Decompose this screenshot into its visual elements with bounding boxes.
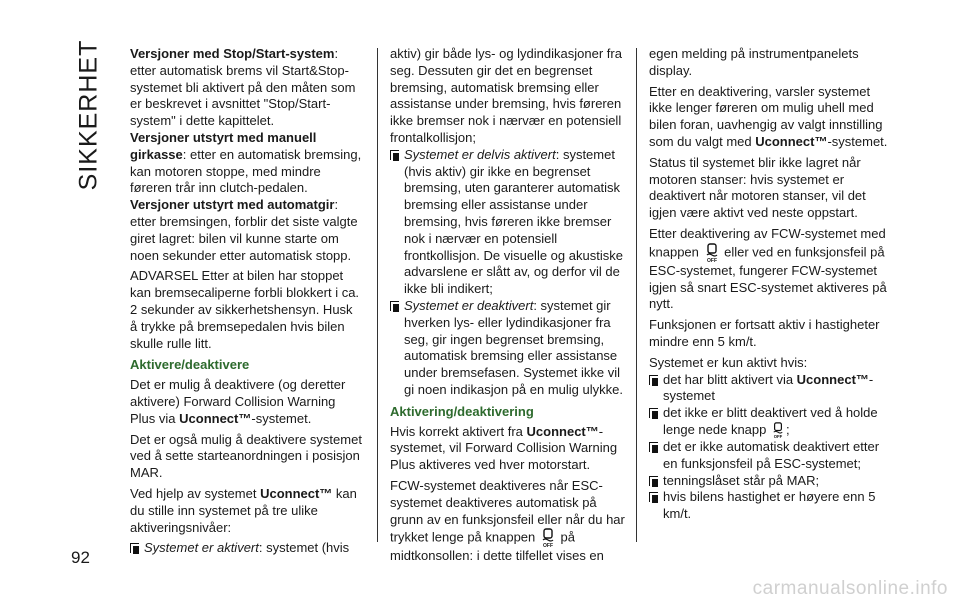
italic-label: Systemet er delvis aktivert (404, 146, 556, 162)
paragraph (649, 226, 889, 313)
column-divider (377, 48, 378, 542)
text: : etter bremsingen, forblir det siste valgte giret lagret: bilen vil kunne starte om noen sekunder etter automatisk stopp. (130, 197, 358, 263)
paragraph (130, 130, 362, 197)
text: : systemet (hvis (258, 540, 350, 556)
bold-label: Versjoner utstyrt med automatgir (130, 197, 335, 213)
list-item (649, 372, 889, 406)
text: ; (785, 421, 790, 437)
bullet-marker-icon (649, 442, 660, 453)
list-item (130, 540, 362, 557)
text: på midtkonsollen: i dette tilfellet vises en (390, 529, 604, 564)
section-title-text: SIKKERHET (74, 39, 103, 191)
text: FCW-systemet deaktiveres når ESC-systemet deaktiveres automatisk på grunn av en funksjonsfeil eller når du har trykket lenge på knappen (390, 477, 625, 545)
paragraph (130, 486, 362, 536)
section-heading: Aktivering/deaktivering (390, 403, 534, 419)
paragraph: aktiv) gir både lys- og lydindikasjoner fra seg. Dessuten gir det en begrenset bremsing, automatisk bremsing eller assistanse under bremsing, hvis føreren ikke bremser nok i nærvær en potensiell frontalkollisjon; (390, 46, 622, 145)
column-3 (649, 46, 889, 523)
text: : etter automatisk brems vil Start&Stop-systemet bli aktivert på den måten som er beskrevet i avsnittet "Stop/Start-system" i dette kapittelet. (130, 46, 356, 129)
paragraph: Funksjonen er fortsatt aktiv i hastigheter mindre enn 5 km/t. (649, 317, 880, 349)
list-item (649, 439, 889, 473)
text: -systemet, vil Forward Collision Warning Plus aktiveres ved hver motorstart. (390, 423, 618, 473)
bullet-marker-icon (130, 543, 141, 554)
watermark: carmanualsonline.info (752, 578, 948, 599)
text: Hvis korrekt aktivert fra (390, 423, 527, 439)
text: Etter deaktivering av FCW-systemet med knappen (649, 225, 886, 260)
paragraph: Status til systemet blir ikke lagret når motoren stanser: hvis systemet er deaktivert når motoren stanser, vil det igjen være aktivt ved neste oppstart. (649, 154, 866, 221)
paragraph (390, 478, 628, 565)
paragraph (390, 424, 628, 474)
list-item (390, 298, 628, 399)
list-item (649, 405, 889, 439)
text: : systemet (hvis aktiv) gir ikke en begrenset bremsing, uten garanterer automatisk bremsing eller assistanse under bremsing, hvis føreren ikke bremser nok i nærvær en potensiell frontkollisjon. De visuelle og akustiske advarslene er slått av, og derfor vil de ikke bli indikert; (404, 146, 623, 297)
column-divider (636, 48, 637, 542)
text: -systemet. (827, 133, 888, 149)
paragraph (649, 84, 889, 151)
text: det er ikke automatisk deaktivert etter en funksjonsfeil på ESC-systemet; (663, 439, 880, 471)
esc-off-icon (705, 243, 719, 263)
text: -systemet (663, 371, 874, 404)
brand-name: Uconnect™ (260, 485, 333, 501)
text: det ikke er blitt deaktivert ved å holde lenge nede knapp (663, 405, 878, 437)
text: Det er mulig å deaktivere (og deretter aktivere) Forward Collision Warning Plus via (130, 377, 346, 426)
paragraph: Systemet er kun aktivt hvis: (649, 354, 808, 370)
column-1 (130, 46, 362, 557)
section-title (72, 40, 106, 190)
svg-text:OFF: OFF (773, 434, 783, 439)
list-item (649, 473, 889, 490)
text: : etter en automatisk bremsing, kan motoren stoppe, med mindre føreren trår inn clutch-pedalen. (130, 146, 362, 196)
italic-label: Systemet er aktivert (144, 540, 259, 556)
paragraph: Det er også mulig å deaktivere systemet ved å sette starteanordningen i posisjon MAR. (130, 431, 362, 481)
text: -systemet. (251, 410, 312, 426)
italic-label: Systemet er deaktivert (404, 297, 534, 313)
column-2 (390, 46, 628, 569)
paragraph (130, 197, 362, 264)
brand-name: Uconnect™ (526, 423, 599, 439)
brand-name: Uconnect™ (796, 371, 869, 387)
bullet-marker-icon (649, 476, 660, 487)
list-item (649, 489, 889, 523)
svg-text:OFF: OFF (542, 543, 553, 549)
text: det har blitt aktivert via (663, 371, 797, 387)
page-number: 92 (71, 548, 90, 567)
esc-off-icon (772, 422, 784, 439)
paragraph: egen melding på instrumentpanelets display. (649, 46, 859, 78)
bullet-marker-icon (649, 375, 660, 386)
section-heading: Aktivere/deaktivere (130, 357, 250, 373)
brand-name: Uconnect™ (179, 410, 252, 426)
paragraph (130, 46, 362, 130)
text: eller ved en funksjonsfeil på ESC-systemet, fungerer FCW-systemet igjen så snart ESC-systemet aktiveres på nytt. (649, 244, 887, 312)
bullet-marker-icon (390, 150, 401, 161)
svg-text:OFF: OFF (706, 257, 717, 263)
bullet-marker-icon (649, 492, 660, 503)
bold-label: Versjoner utstyrt med manuell girkasse (130, 129, 317, 162)
text: kan du stille inn systemet på tre ulike aktiveringsnivåer: (130, 485, 357, 535)
brand-name: Uconnect™ (755, 133, 828, 149)
text: : systemet gir hverken lys- eller lydindikasjoner fra seg, gir ingen begrenset bremsing, automatisk bremsing eller assistanse under bremsefasen. Systemet ikke vil gi noen indikasjon på en mulig ulykke. (404, 297, 623, 397)
esc-off-icon (541, 528, 555, 548)
warning-paragraph: ADVARSEL Etter at bilen har stoppet kan bremsecaliperne forbli blokkert i ca. 2 sekunder av sikkerhetshensyn. Husk å trykke på bremsepedalen hvis bilen skulle rulle litt. (130, 268, 360, 351)
bullet-marker-icon (390, 301, 401, 312)
text: tenningslåset står på MAR; (663, 472, 820, 488)
list-item (390, 147, 628, 298)
text: Etter en deaktivering, varsler systemet ikke lenger føreren om mulig uhell med bilen foran, uavhengig av valgt innstilling som du valgt med (649, 83, 883, 149)
paragraph (130, 377, 362, 427)
bullet-marker-icon (649, 408, 660, 419)
text: Ved hjelp av systemet (130, 485, 261, 501)
bold-label: Versjoner med Stop/Start-system (130, 46, 335, 61)
text: hvis bilens hastighet er høyere enn 5 km/t. (663, 489, 876, 522)
